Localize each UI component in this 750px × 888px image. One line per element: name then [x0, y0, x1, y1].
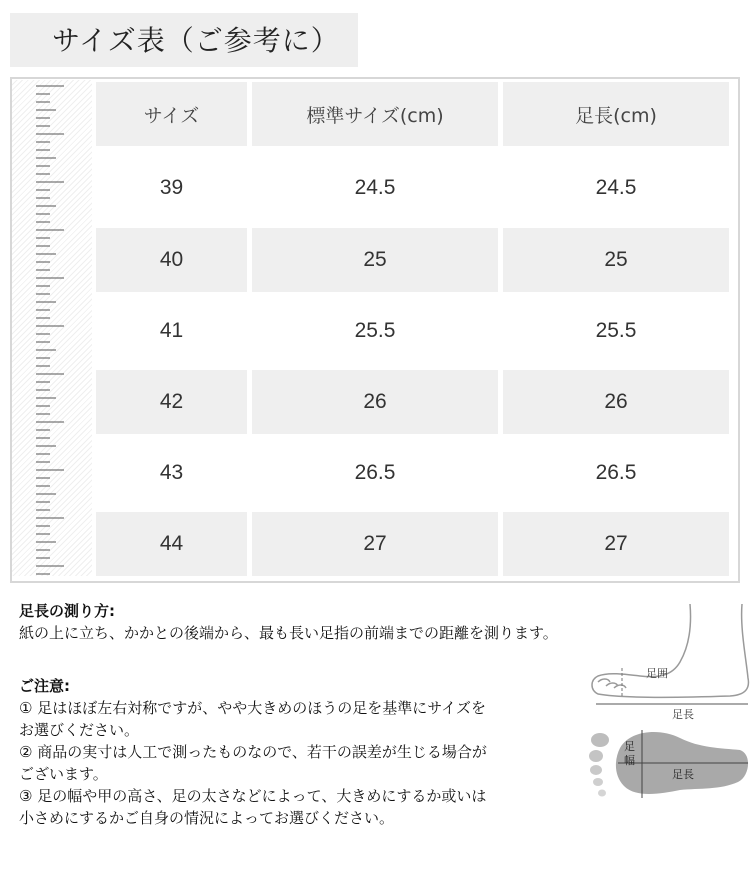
table-cell-length: 26.5 [595, 461, 637, 484]
table-cell-size: 40 [96, 228, 247, 292]
header-standard-size: 標準サイズ(cm) [252, 82, 498, 146]
header-foot-length: 足長(cm) [503, 82, 729, 146]
table-cell-size: 43 [159, 461, 184, 484]
foot-side-view-icon [592, 604, 748, 697]
note-line: ② 商品の実寸は人工で測ったものなので、若干の誤差が生じる場合が [19, 743, 487, 761]
table-cell-size: 42 [96, 370, 247, 434]
table-cell-length: 27 [503, 512, 729, 576]
svg-text:幅: 幅 [624, 754, 635, 767]
table-cell-standard: 27 [252, 512, 498, 576]
table-cell-size: 39 [159, 176, 184, 199]
ruler-ticks [12, 80, 92, 576]
ruler-decoration [12, 80, 92, 576]
table-cell-standard: 24.5 [354, 176, 396, 199]
table-cell-length: 25 [503, 228, 729, 292]
table-cell-size: 44 [96, 512, 247, 576]
table-cell-standard: 26.5 [354, 461, 396, 484]
page-title: サイズ表（ご参考に） [52, 24, 340, 57]
header-size: サイズ [96, 82, 247, 146]
measure-heading: 足長の測り方: [19, 602, 115, 620]
notes-heading: ご注意: [19, 677, 70, 695]
measure-text: 紙の上に立ち、かかとの後端から、最も長い足指の前端までの距離を測ります。 [19, 624, 558, 642]
table-cell-standard: 25 [252, 228, 498, 292]
note-line: ございます。 [19, 765, 108, 783]
note-line: 小さめにするかご自身の情況によってお選びください。 [19, 809, 395, 827]
length-label-sole: 足長 [672, 768, 694, 781]
note-line: ① 足はほぼ左右対称ですが、やや大きめのほうの足を基準にサイズを [19, 699, 487, 717]
table-cell-length: 26 [503, 370, 729, 434]
foot-sole-icon [589, 732, 748, 796]
width-label: 足 [624, 740, 635, 753]
table-cell-length: 24.5 [595, 176, 637, 199]
length-label-side: 足長 [672, 708, 694, 721]
girth-label: 足囲 [646, 667, 668, 680]
foot-measure-diagram [580, 598, 750, 838]
table-cell-standard: 26 [252, 370, 498, 434]
table-cell-standard: 25.5 [354, 319, 396, 342]
table-cell-length: 25.5 [595, 319, 637, 342]
table-cell-size: 41 [159, 319, 184, 342]
note-line: お選びください。 [19, 721, 140, 739]
note-line: ③ 足の幅や甲の高さ、足の太さなどによって、大きめにするか或いは [19, 787, 487, 805]
